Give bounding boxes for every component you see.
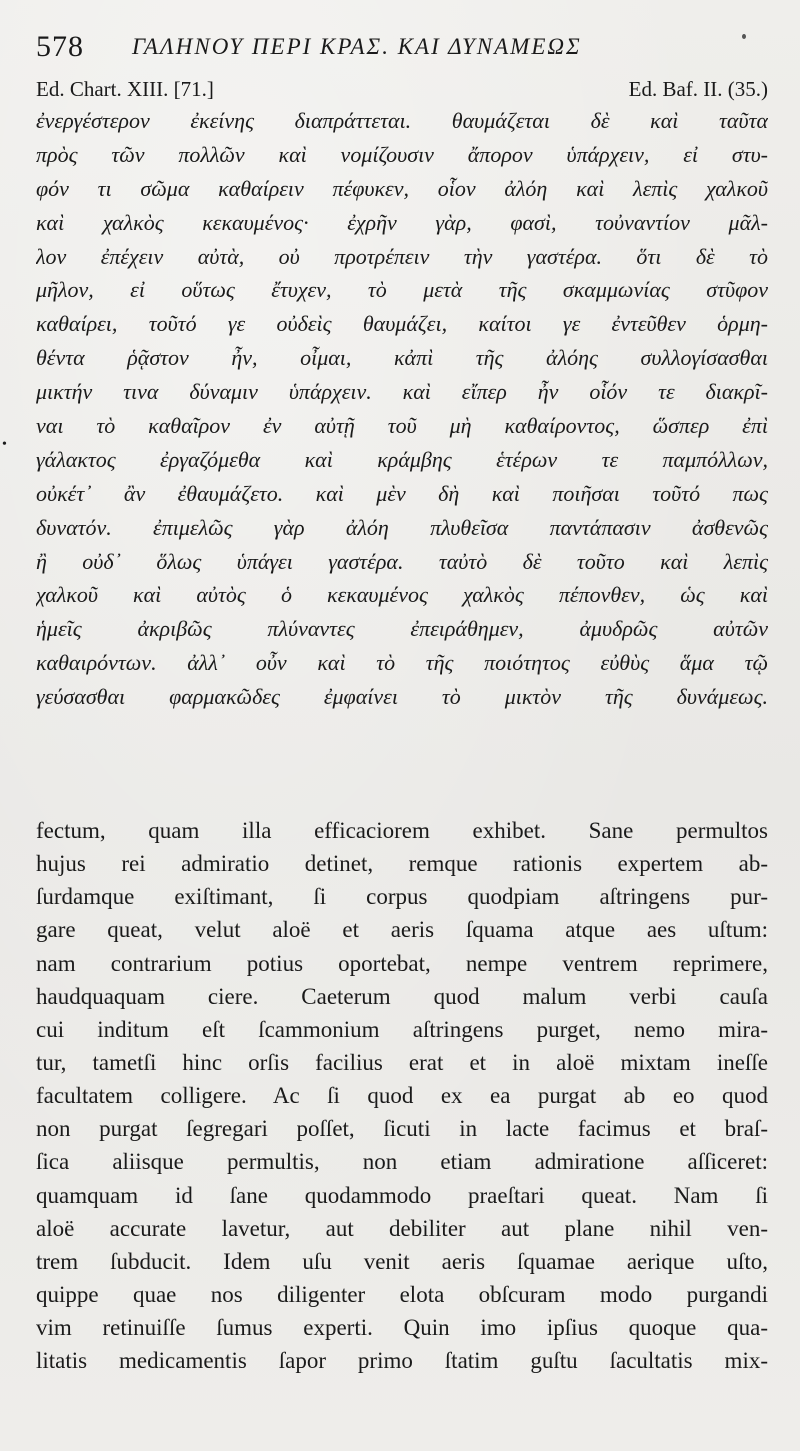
running-title: ΓΑΛΗΝΟΥ ΠΕΡΙ ΚΡΑΣ. ΚΑΙ ΔΥΝΑΜΕΩΣ: [132, 34, 582, 59]
latin-text-line: cui inditum eſt ſcammonium aſtringens purget, nemo mira-: [36, 1016, 768, 1042]
edition-basel-reference: Ed. Baf. II. (35.): [628, 77, 768, 101]
latin-text-line: gare queat, velut aloë et aeris ſquama atque aes uſtum:: [36, 917, 768, 943]
latin-text-line: quamquam id ſane quodammodo praeſtari queat. Nam ſi: [36, 1182, 768, 1208]
greek-text-block: [36, 104, 768, 714]
greek-text-line: ἢ οὐδ᾽ ὅλως ὑπάγει γαστέρα. ταὐτὸ δὲ τοῦτο καὶ λεπὶς: [36, 548, 768, 574]
greek-text-line: γεύσασθαι φαρμακῶδες ἐμφαίνει τὸ μικτὸν τῆς δυνάμεως.: [36, 684, 768, 710]
latin-text-line: tur, tametſi hinc orſis facilius erat et in aloë mixtam ineſſe: [36, 1049, 768, 1075]
greek-text-line: καθαιρόντων. ἀλλ᾽ οὖν καὶ τὸ τῆς ποιότητος εὐθὺς ἅμα τῷ: [36, 650, 768, 676]
latin-text-line: trem ſubducit. Idem uſu venit aeris ſquamae aerique uſto,: [36, 1248, 768, 1274]
greek-text-line: ἐνεργέστερον ἐκείνης διαπράττεται. θαυμάζεται δὲ καὶ ταῦτα: [36, 108, 768, 133]
latin-text-line: fectum, quam illa efficaciorem exhibet. Sane permultos: [36, 818, 768, 843]
page-number: 578: [36, 30, 84, 63]
greek-text-line: οὐκέτ᾽ ἂν ἐθαυμάζετο. καὶ μὲν δὴ καὶ ποιῆσαι τοῦτό πως: [36, 480, 768, 506]
greek-text-line: ἡμεῖς ἀκριβῶς πλύναντες ἐπειράθημεν, ἀμυδρῶς αὐτῶν: [36, 616, 768, 642]
latin-text-line: quippe quae nos diligenter elota obſcuram modo purgandi: [36, 1281, 768, 1307]
latin-text-line: non purgat ſegregari poſſet, ſicuti in lacte facimus et braſ-: [36, 1116, 768, 1142]
greek-text-line: πρὸς τῶν πολλῶν καὶ νομίζουσιν ἄπορον ὑπάρχειν, εἰ στυ-: [36, 141, 768, 167]
latin-text-line: facultatem colligere. Ac ſi quod ex ea purgat ab eo quod: [36, 1083, 768, 1109]
latin-text-line: hujus rei admiratio detinet, remque rationis expertem ab-: [36, 851, 768, 877]
latin-text-line: nam contrarium potius oportebat, nempe ventrem reprimere,: [36, 950, 768, 976]
edition-chart-reference: Ed. Chart. XIII. [71.]: [36, 77, 214, 101]
latin-text-line: haudquaquam ciere. Caeterum quod malum verbi cauſa: [36, 983, 768, 1009]
latin-text-block: [36, 814, 768, 1377]
ink-speck: [742, 34, 746, 39]
greek-text-line: χαλκοῦ καὶ αὐτὸς ὁ κεκαυμένος χαλκὸς πέπονθεν, ὡς καὶ: [36, 582, 768, 608]
greek-text-line: καθαίρει, τοῦτό γε οὐδεὶς θαυμάζει, καίτοι γε ἐντεῦθεν ὁρμη-: [36, 311, 768, 337]
greek-text-line: φόν τι σῶμα καθαίρειν πέφυκεν, οἷον ἀλόη καὶ λεπὶς χαλκοῦ: [36, 175, 768, 201]
page-header: [36, 30, 776, 64]
greek-text-line: θέντα ῥᾷστον ἦν, οἶμαι, κἀπὶ τῆς ἀλόης συλλογίσασθαι: [36, 345, 768, 371]
latin-text-line: ſurdamque exiſtimant, ſi corpus quodpiam aſtringens pur-: [36, 884, 768, 910]
greek-text-line: λον ἐπέχειν αὐτὰ, οὐ προτρέπειν τὴν γαστέρα. ὅτι δὲ τὸ: [36, 243, 768, 269]
latin-text-line: ſica aliisque permultis, non etiam admiratione aſſiceret:: [36, 1149, 768, 1175]
latin-text-line: aloë accurate lavetur, aut debiliter aut plane nihil ven-: [36, 1215, 768, 1241]
greek-text-line: καὶ χαλκὸς κεκαυμένος· ἐχρῆν γὰρ, φασὶ, τοὐναντίον μᾶλ-: [36, 209, 768, 235]
latin-text-line: litatis medicamentis ſapor primo ſtatim guſtu ſacultatis mix-: [36, 1348, 768, 1374]
greek-text-line: γάλακτος ἐργαζόμεθα καὶ κράμβης ἑτέρων τε παμπόλλων,: [36, 446, 768, 472]
margin-mark-icon: •: [2, 437, 7, 452]
greek-text-line: μικτήν τινα δύναμιν ὑπάρχειν. καὶ εἴπερ ἦν οἷόν τε διακρῖ-: [36, 379, 768, 405]
greek-text-line: ναι τὸ καθαῖρον ἐν αὐτῇ τοῦ μὴ καθαίροντος, ὥσπερ ἐπὶ: [36, 413, 768, 439]
greek-text-line: δυνατόν. ἐπιμελῶς γὰρ ἀλόη πλυθεῖσα παντάπασιν ἀσθενῶς: [36, 514, 768, 540]
greek-text-line: μῆλον, εἰ οὕτως ἔτυχεν, τὸ μετὰ τῆς σκαμμωνίας στῦφον: [36, 277, 768, 303]
edition-reference-row: [36, 77, 768, 105]
latin-text-line: vim retinuiſſe ſumus experti. Quin imo ipſius quoque qua-: [36, 1315, 768, 1341]
